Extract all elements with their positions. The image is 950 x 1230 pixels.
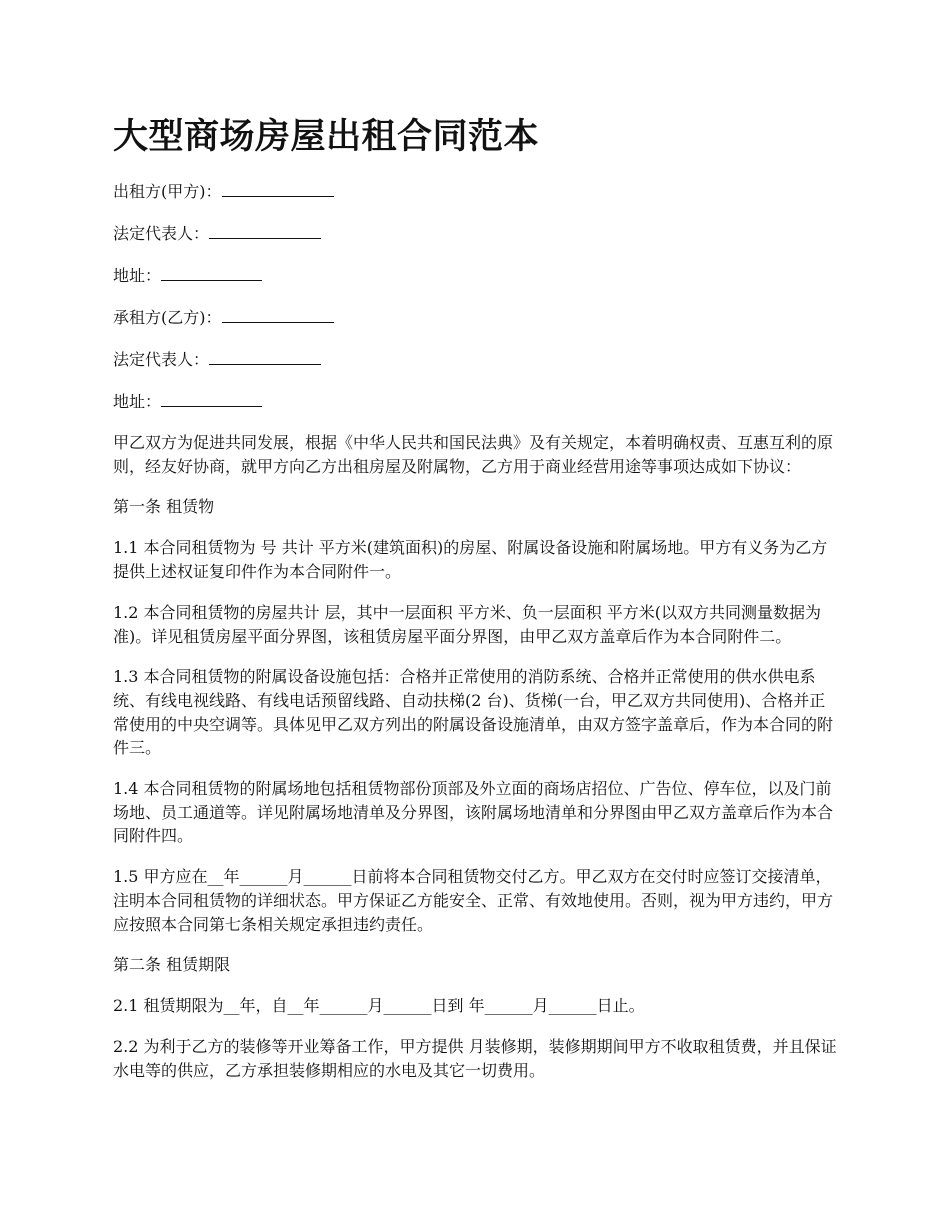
clause-1-3: 1.3 本合同租赁物的附属设备设施包括：合格并正常使用的消防系统、合格并正常使用的供水供电系统、有线电视线路、有线电话预留线路、自动扶梯(2 台)、货梯(一台，甲乙双方共同使用)、合格并正常使用的中央空调等。具体见甲乙双方列出的附属设备设施清单，由双方签字盖章后，作为本合同的附件三。: [113, 667, 834, 758]
lessor-address-field: [113, 263, 838, 288]
lessor-address-label: 地址：: [113, 266, 162, 285]
lessor-field: [113, 179, 838, 204]
contract-page: [113, 112, 838, 1099]
lessee-blank: [222, 305, 334, 323]
lessor-address-blank: [161, 263, 262, 281]
clause-1-1: 1.1 本合同租赁物为 号 共计 平方米(建筑面积)的房屋、附属设备设施和附属场地。甲方有义务为乙方提供上述权证复印件作为本合同附件一。: [113, 538, 828, 582]
clause-1-4: 1.4 本合同租赁物的附属场地包括租赁物部份顶部及外立面的商场店招位、广告位、停车位，以及门前场地、员工通道等。详见附属场地清单及分界图，该附属场地清单和分界图由甲乙双方盖章后作为本合同附件四。: [113, 779, 834, 846]
lessee-address-field: [113, 389, 838, 414]
lessee-representative-blank: [209, 347, 321, 365]
lessor-label: 出租方(甲方)：: [113, 182, 222, 201]
lessor-representative-blank: [209, 221, 321, 239]
clause-1-2: 1.2 本合同租赁物的房屋共计 层，其中一层面积 平方米、负一层面积 平方米(以双方共同测量数据为准)。详见租赁房屋平面分界图，该租赁房屋平面分界图，由甲乙双方盖章后作为本合同附件二。: [113, 602, 822, 646]
lessor-blank: [222, 179, 334, 197]
lessee-representative-label: 法定代表人：: [113, 350, 210, 369]
article-1-heading: 第一条 租赁物: [113, 497, 215, 517]
lessee-field: [113, 305, 838, 330]
clause-2-1: 2.1 租赁期限为__年，自__年______月______日到 年______月______日止。: [113, 996, 645, 1016]
lessor-representative-field: [113, 221, 838, 246]
lessee-address-blank: [161, 389, 262, 407]
document-title: 大型商场房屋出租合同范本: [113, 117, 540, 157]
lessor-representative-label: 法定代表人：: [113, 224, 210, 243]
preamble-paragraph: 甲乙双方为促进共同发展，根据《中华人民共和国民法典》及有关规定，本着明确权责、互惠互利的原则，经友好协商，就甲方向乙方出租房屋及附属物，乙方用于商业经营用途等事项达成如下协议：: [113, 433, 834, 476]
lessee-representative-field: [113, 347, 838, 372]
lessee-label: 承租方(乙方)：: [113, 308, 222, 327]
clause-1-5: 1.5 甲方应在__年______月______日前将本合同租赁物交付乙方。甲乙双方在交付时应签订交接清单，注明本合同租赁物的详细状态。甲方保证乙方能安全、正常、有效地使用。否则，视为甲方违约，甲方应按照本合同第七条相关规定承担违约责任。: [113, 867, 834, 934]
clause-2-2: 2.2 为利于乙方的装修等开业筹备工作，甲方提供 月装修期，装修期期间甲方不收取租赁费，并且保证水电等的供应，乙方承担装修期相应的水电及其它一切费用。: [113, 1036, 837, 1080]
article-2-heading: 第二条 租赁期限: [113, 955, 231, 975]
lessee-address-label: 地址：: [113, 392, 162, 411]
